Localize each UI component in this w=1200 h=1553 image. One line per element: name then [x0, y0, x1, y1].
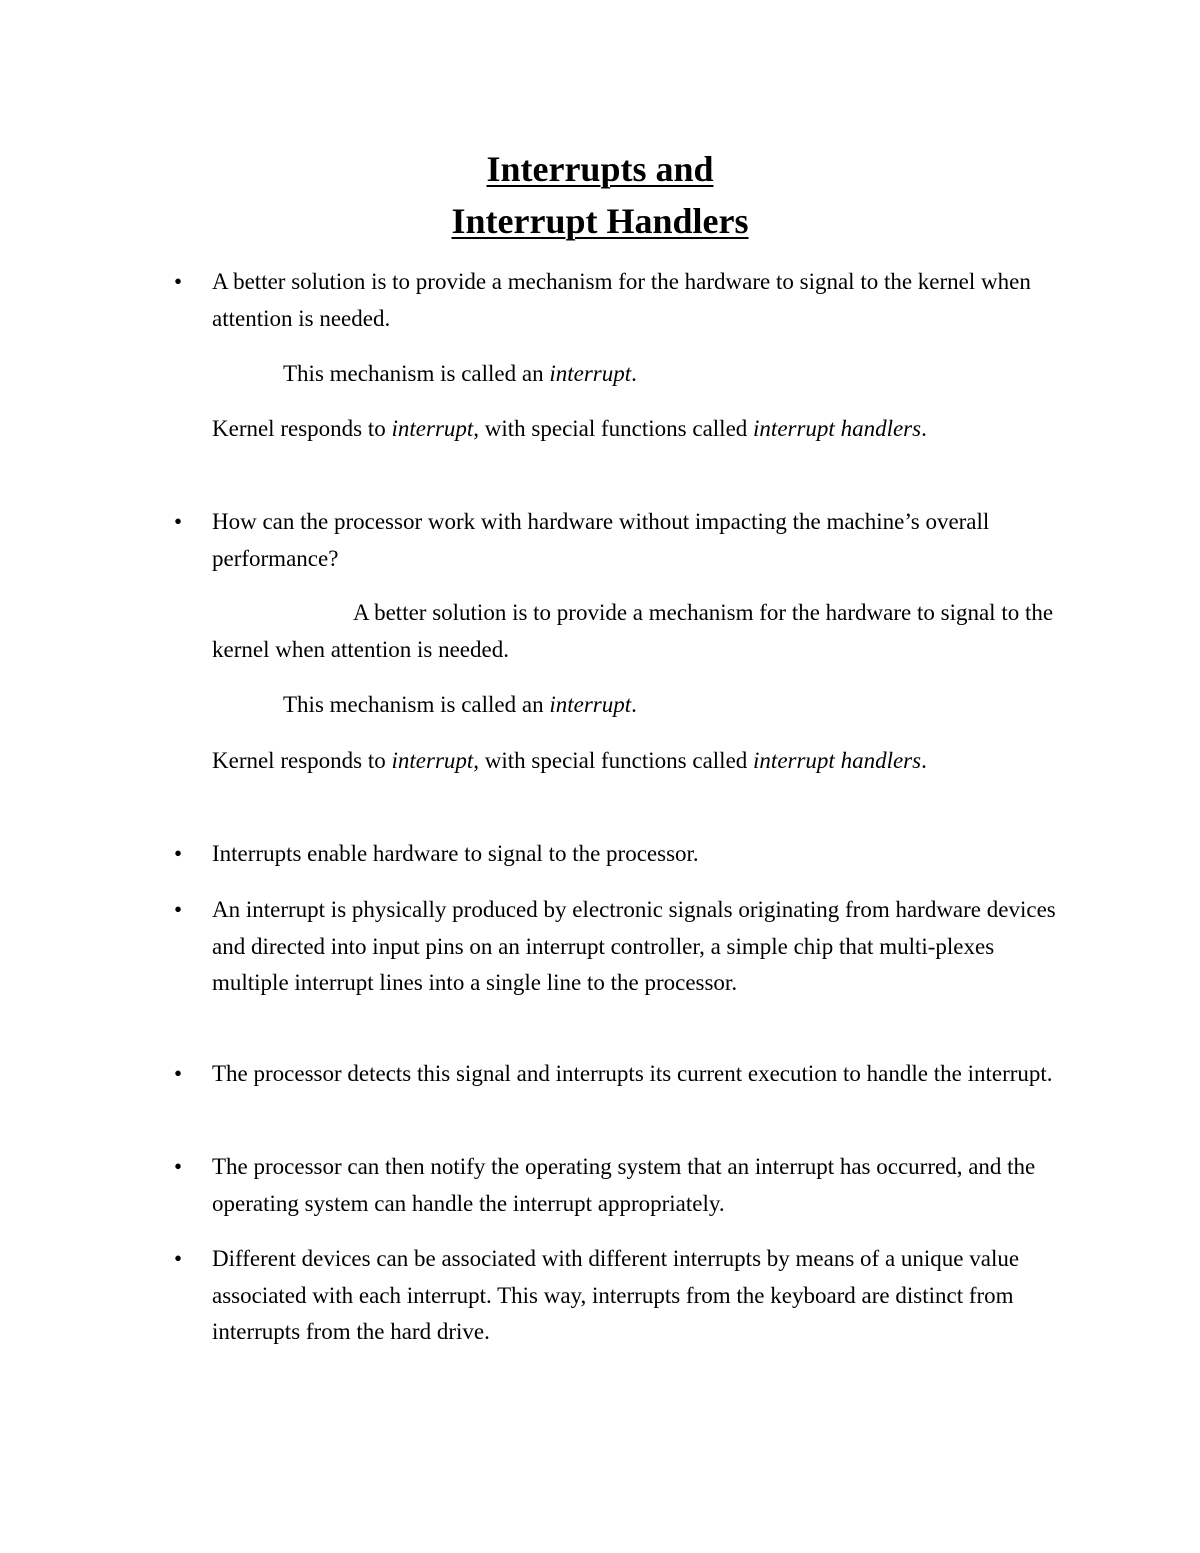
solution-paragraph — [212, 595, 1072, 668]
bullet-item — [174, 264, 1072, 337]
bullet-text: How can the processor work with hardware without impacting the machine’s overall performance? — [212, 509, 990, 571]
kernel-prefix: Kernel responds to — [212, 748, 392, 773]
kernel-term-1: interrupt — [391, 748, 474, 773]
mechanism-line — [283, 687, 637, 724]
kernel-prefix: Kernel responds to — [212, 416, 392, 441]
kernel-mid: , with special functions called — [473, 416, 754, 441]
mechanism-suffix: . — [631, 361, 637, 386]
bullet-marker: • — [174, 269, 183, 294]
solution-text: A better solution is to provide a mechanism for the hardware to signal to the kernel when attention is needed. — [212, 600, 1054, 662]
bullet-item — [174, 892, 1072, 1002]
bullet-text: Different devices can be associated with different interrupts by means of a unique value associated with each interrupt. This way, interrupts from the keyboard are distinct from interrupts from the hard drive. — [212, 1246, 1020, 1344]
bullet-text: A better solution is to provide a mechanism for the hardware to signal to the kernel when attention is needed. — [212, 269, 1031, 331]
title-line-2: Interrupt Handlers — [451, 201, 749, 241]
kernel-term-2: interrupt handlers — [753, 416, 922, 441]
mechanism-prefix: This mechanism is called an — [283, 692, 550, 717]
page-title — [0, 143, 1200, 247]
bullet-text: Interrupts enable hardware to signal to the processor. — [212, 841, 699, 866]
mechanism-line — [283, 356, 637, 393]
bullet-marker: • — [174, 1061, 183, 1086]
mechanism-prefix: This mechanism is called an — [283, 361, 550, 386]
mechanism-term: interrupt — [549, 361, 632, 386]
bullet-item — [174, 1241, 1072, 1351]
kernel-term-2: interrupt handlers — [753, 748, 922, 773]
bullet-item — [174, 1149, 1072, 1222]
title-line-1: Interrupts and — [486, 149, 714, 189]
bullet-text: The processor can then notify the operating system that an interrupt has occurred, and the operating system can handle the interrupt appropriately. — [212, 1154, 1036, 1216]
bullet-marker: • — [174, 841, 183, 866]
kernel-suffix: . — [921, 416, 927, 441]
kernel-paragraph — [140, 743, 1000, 780]
bullet-marker: • — [174, 1154, 183, 1179]
bullet-text: The processor detects this signal and interrupts its current execution to handle the interrupt. — [212, 1061, 1053, 1086]
bullet-item — [174, 1056, 1072, 1093]
kernel-paragraph — [140, 411, 1000, 448]
bullet-marker: • — [174, 897, 183, 922]
bullet-marker: • — [174, 509, 183, 534]
kernel-suffix: . — [921, 748, 927, 773]
bullet-item — [174, 504, 1072, 577]
bullet-marker: • — [174, 1246, 183, 1271]
mechanism-term: interrupt — [549, 692, 632, 717]
kernel-mid: , with special functions called — [473, 748, 754, 773]
mechanism-suffix: . — [631, 692, 637, 717]
bullet-text: An interrupt is physically produced by electronic signals originating from hardware devices and directed into input pins on an interrupt controller, a simple chip that multi-plexes multiple interrupt lines into a single line to the processor. — [212, 897, 1056, 995]
bullet-item — [174, 836, 1072, 873]
kernel-term-1: interrupt — [391, 416, 474, 441]
